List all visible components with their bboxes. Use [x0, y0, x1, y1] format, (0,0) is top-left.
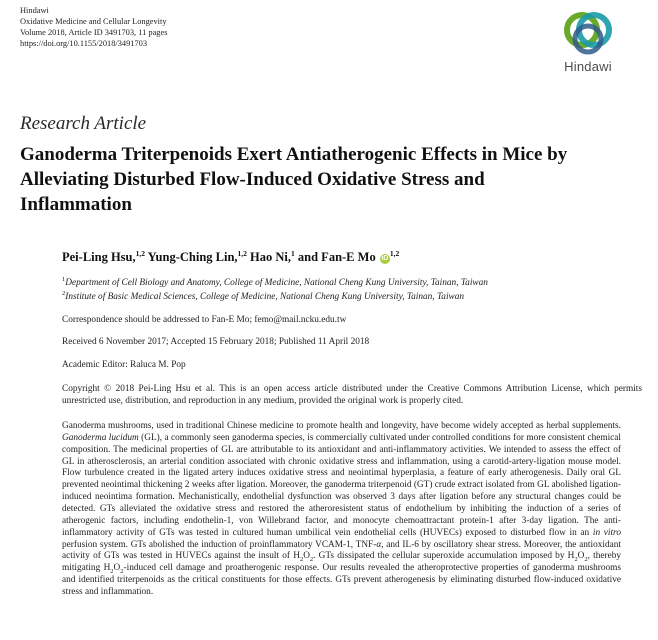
affiliation-mark: 1 — [62, 276, 66, 283]
affiliation-2 — [62, 290, 464, 302]
publication-dates: Received 6 November 2017; Accepted 15 February 2018; Published 11 April 2018 — [62, 337, 370, 347]
abstract-text: -induced cell damage and proatherogenic response. Our results revealed the atheroprotective properties of ganoderma mushrooms and identified triterpenoids as the critical constituents for those effects. GTs prevent atherogenesis by eliminating disturbed flow-induced oxidative stress and inflammation. — [62, 563, 621, 598]
author-affiliation-mark: 1,2 — [135, 249, 145, 258]
doi-link[interactable]: https://doi.org/10.1155/2018/3491703 — [20, 39, 148, 48]
affiliation-text: Department of Cell Biology and Anatomy, College of Medicine, National Cheng Kung University, Tainan, Taiwan — [65, 278, 488, 289]
author-name[interactable]: Yung-Ching Lin, — [147, 250, 238, 265]
author-affiliation-mark: 1,2 — [389, 249, 400, 258]
species-name: Ganoderma lucidum — [62, 432, 139, 443]
author-name[interactable]: and Fan-E Mo — [297, 250, 376, 265]
abstract-text: Ganoderma mushrooms, used in traditional Chinese medicine to promote health and longevity, have become widely accepted as herbal supplements. — [62, 421, 621, 431]
abstract-text: (GL), a commonly seen ganoderma species, is commercially cultivated under controlled conditions for more consistent chemical composition. The medicinal properties of GL are attributable to its antioxidant and anti-inflammatory activities. We intended to assess the effect of GL in atherosclerosis, an arterial condition associated with chronic oxidative stress and inflammation, using a carotid-artery-ligation mouse model. Flow turbulence created in the ligated artery induces oxidative stress and neointimal hyperplasia, a feature of early atherogenesis. Daily oral GL prevented neointimal thickening 2 weeks after ligation. Moreover, the ganoderma triterpenoid (GT) crude extract isolated from GL abolished ligation-induced neointima formation. Mechanistically, endothelial dysfunction was observed 3 days after ligation before any structural changes could be detected. GTs alleviated the oxidative stress and restored the atheroresistent status of endothelium by inhibiting the induction of a series of atherogenic factors, including endothelin-1, von Willebrand factor, and monocyte chemoattractant protein-1 after 3-day ligation. The anti-inflammatory activity of GTs was tested in cultured human umbilical vein endothelial cells (HUVECs) exposed to disturbed flow in an — [62, 432, 621, 538]
academic-editor: Academic Editor: Raluca M. Pop — [62, 360, 186, 370]
author-affiliation-mark: 1,2 — [237, 249, 247, 258]
affiliation-1 — [62, 276, 488, 288]
subscript-2: 2 — [110, 568, 114, 576]
author-name[interactable]: Hao Ni, — [250, 250, 292, 265]
logo-wordmark: Hindawi — [564, 59, 612, 74]
subscript-2: 2 — [574, 556, 578, 564]
journal-info — [20, 5, 167, 49]
alpha-symbol: α — [376, 539, 382, 550]
affiliation-text: Institute of Basic Medical Sciences, College of Medicine, National Cheng Kung University, Tainan, Taiwan — [65, 292, 465, 303]
affiliation-mark: 2 — [62, 290, 66, 297]
hindawi-logo[interactable] — [548, 6, 628, 76]
abstract-text: O — [303, 551, 310, 562]
journal-name: Oxidative Medicine and Cellular Longevity — [20, 17, 167, 26]
publisher-name: Hindawi — [20, 6, 49, 15]
abstract — [62, 421, 621, 599]
copyright-notice: Copyright © 2018 Pei-Ling Hsu et al. This is an open access article distributed under the Creative Commons Attribution License, which permits unrestricted use, distribution, and reproduction in any medium, provided the original work is properly cited. — [62, 384, 642, 406]
in-vitro-term: in vitro — [592, 527, 621, 538]
abstract-text: , thereby mitigating H — [62, 551, 621, 574]
article-title: Ganoderma Triterpenoids Exert Antiatherogenic Effects in Mice by Alleviating Disturbed Flow-Induced Oxidative Stress and Inflammation — [20, 144, 568, 215]
subscript-2: 2 — [584, 556, 588, 564]
correspondence: Correspondence should be addressed to Fan-E Mo; femo@mail.ncku.edu.tw — [62, 315, 347, 325]
subscript-2: 2 — [299, 556, 304, 564]
abstract-text: O — [577, 551, 585, 562]
abstract-text: . GTs dissipated the cellular superoxide accumulation imposed by H — [313, 551, 575, 562]
subscript-2: 2 — [120, 568, 124, 576]
abstract-text: O — [113, 563, 121, 574]
subscript-2: 2 — [309, 556, 314, 564]
orcid-icon[interactable]: iD — [381, 255, 389, 263]
volume-line: Volume 2018, Article ID 3491703, 11 pages — [20, 28, 168, 37]
hindawi-logo-icon — [548, 6, 628, 58]
abstract-text: , and IL-6 by oscillatory shear stress. Moreover, the antioxidant activity of GTs was tested in HUVECs against the insult of H — [62, 539, 621, 562]
abstract-text: perfusion system. GTs abolished the induction of proinflammatory VCAM-1, TNF- — [62, 539, 377, 550]
author-affiliation-mark: 1 — [291, 249, 295, 258]
author-name[interactable]: Pei-Ling Hsu, — [62, 250, 136, 265]
article-type: Research Article — [20, 113, 147, 134]
author-list — [62, 249, 399, 265]
